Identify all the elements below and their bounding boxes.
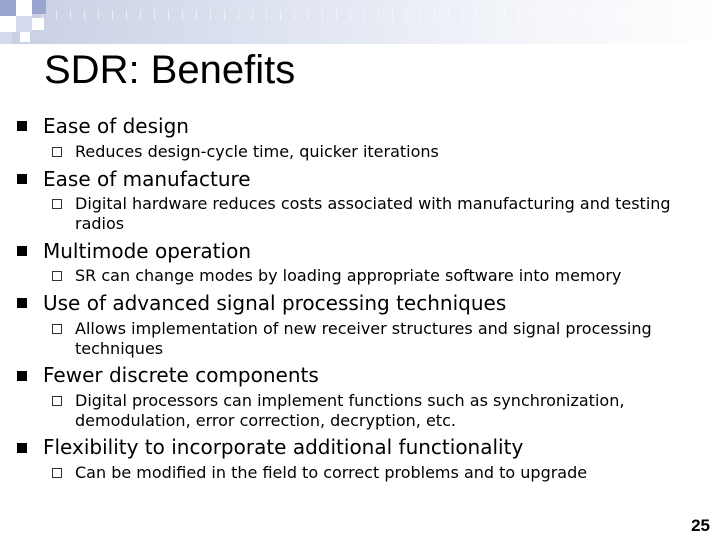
bullet-text: Use of advanced signal processing techniques — [43, 291, 507, 315]
hollow-square-bullet-icon — [52, 199, 62, 209]
bullet-text: Ease of manufacture — [43, 167, 251, 191]
sub-bullet-text: Can be modified in the field to correct problems and to upgrade — [75, 463, 588, 482]
filled-square-bullet-icon — [17, 121, 27, 131]
hollow-square-bullet-icon — [52, 324, 62, 334]
header-decoration-bar — [0, 0, 720, 44]
slide-title: SDR: Benefits — [44, 48, 296, 92]
filled-square-bullet-icon — [17, 174, 27, 184]
filled-square-bullet-icon — [17, 298, 27, 308]
sub-bullet-text: Reduces design-cycle time, quicker iterations — [75, 142, 439, 161]
hollow-square-bullet-icon — [52, 468, 62, 478]
bullet-text: Multimode operation — [43, 239, 251, 263]
filled-square-bullet-icon — [17, 246, 27, 256]
sub-bullet-text: Allows implementation of new receiver structures and signal processing techniques — [75, 319, 652, 358]
hollow-square-bullet-icon — [52, 147, 62, 157]
bullet-text: Fewer discrete components — [43, 363, 319, 387]
page-number: 25 — [691, 516, 710, 535]
hollow-square-bullet-icon — [52, 396, 62, 406]
sub-bullet-text: SR can change modes by loading appropriate software into memory — [75, 266, 622, 285]
filled-square-bullet-icon — [17, 443, 27, 453]
bullet-text: Ease of design — [43, 114, 189, 138]
hollow-square-bullet-icon — [52, 271, 62, 281]
filled-square-bullet-icon — [17, 371, 27, 381]
bullet-text: Flexibility to incorporate additional functionality — [43, 435, 524, 459]
sub-bullet-text: Digital hardware reduces costs associated with manufacturing and testing radios — [75, 194, 671, 233]
sub-bullet-text: Digital processors can implement functions such as synchronization, demodulation, error correction, decryption, etc. — [75, 391, 625, 430]
